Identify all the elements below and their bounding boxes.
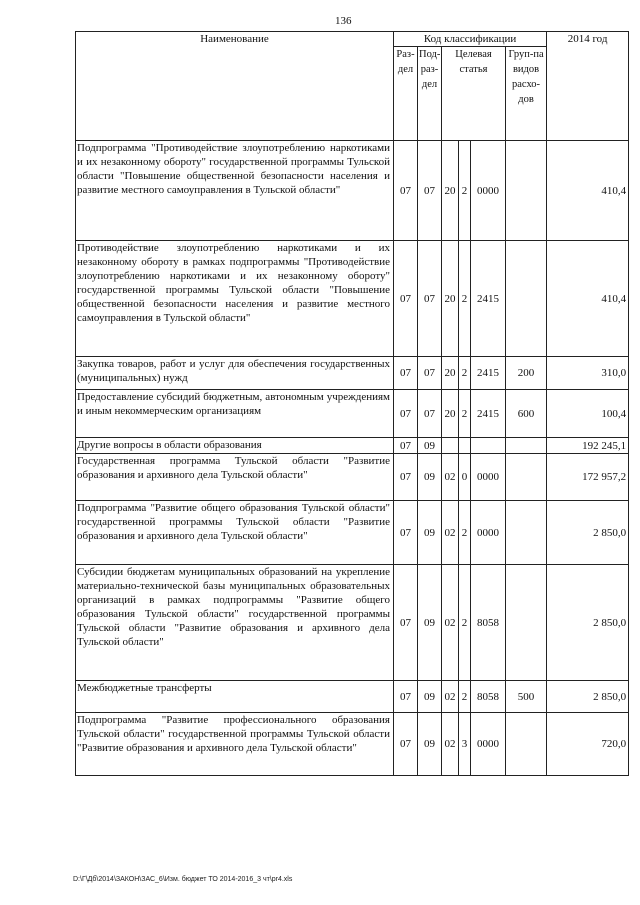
row-target-subprogram: 3 <box>459 713 471 776</box>
table-row <box>76 681 629 713</box>
table-row <box>76 501 629 565</box>
row-subsection: 09 <box>418 565 442 681</box>
row-subsection: 07 <box>418 141 442 241</box>
row-section: 07 <box>394 681 418 713</box>
row-target-program: 02 <box>442 454 459 501</box>
row-target-direction: 2415 <box>471 390 506 438</box>
row-target-program: 02 <box>442 713 459 776</box>
row-subsection: 07 <box>418 241 442 357</box>
row-section: 07 <box>394 241 418 357</box>
row-amount: 2 850,0 <box>547 681 629 713</box>
row-expense-group: 500 <box>506 681 547 713</box>
row-name: Предоставление субсидий бюджетным, автономным учреждениям и иным некоммерческим организациям <box>76 390 394 438</box>
row-target-program: 20 <box>442 141 459 241</box>
row-section: 07 <box>394 454 418 501</box>
row-amount: 172 957,2 <box>547 454 629 501</box>
budget-table <box>75 31 629 776</box>
row-target-direction <box>471 438 506 454</box>
row-subsection: 09 <box>418 454 442 501</box>
table-body <box>76 141 629 776</box>
row-target-subprogram: 2 <box>459 390 471 438</box>
row-target-direction: 8058 <box>471 681 506 713</box>
row-subsection: 07 <box>418 390 442 438</box>
row-amount: 410,4 <box>547 141 629 241</box>
page-number: 136 <box>335 15 352 27</box>
row-amount: 310,0 <box>547 357 629 390</box>
row-amount: 720,0 <box>547 713 629 776</box>
row-section: 07 <box>394 141 418 241</box>
row-target-subprogram: 2 <box>459 501 471 565</box>
row-expense-group <box>506 454 547 501</box>
row-section: 07 <box>394 390 418 438</box>
row-amount: 410,4 <box>547 241 629 357</box>
row-name: Государственная программа Тульской области "Развитие образования и архивного дела Тульской области" <box>76 454 394 501</box>
row-section: 07 <box>394 501 418 565</box>
row-name: Субсидии бюджетам муниципальных образований на укрепление материально-технической базы муниципальных образовательных организаций в рамках подпрограммы "Развитие общего образования Тульской области" государственной программы Тульской области "Развитие образования и архивного дела Тульской области" <box>76 565 394 681</box>
row-subsection: 09 <box>418 438 442 454</box>
row-name: Другие вопросы в области образования <box>76 438 394 454</box>
table-row <box>76 390 629 438</box>
row-section: 07 <box>394 357 418 390</box>
row-target-program: 20 <box>442 241 459 357</box>
row-target-program: 02 <box>442 681 459 713</box>
header-name: Наименование <box>76 32 394 141</box>
row-name: Закупка товаров, работ и услуг для обеспечения государственных (муниципальных) нужд <box>76 357 394 390</box>
row-target-subprogram: 2 <box>459 565 471 681</box>
file-path-footer: D:\Г\Дб\2014\ЗАКОН\ЗАС_6\Изм. бюджет ТО 2014-2016_3 чт\pr4.xls <box>73 876 293 883</box>
table-row <box>76 357 629 390</box>
row-target-direction: 0000 <box>471 141 506 241</box>
row-name: Подпрограмма "Развитие общего образования Тульской области" государственной программы Тульской области "Развитие образования и архивного дела Тульской области" <box>76 501 394 565</box>
row-amount: 100,4 <box>547 390 629 438</box>
table-row <box>76 565 629 681</box>
row-target-direction: 2415 <box>471 241 506 357</box>
row-amount: 192 245,1 <box>547 438 629 454</box>
header-target-item: Целевая статья <box>442 47 506 141</box>
table-row <box>76 241 629 357</box>
header-classification-code: Код классификации <box>394 32 547 47</box>
row-expense-group: 600 <box>506 390 547 438</box>
table-row <box>76 713 629 776</box>
table-row <box>76 454 629 501</box>
row-name: Подпрограмма "Развитие профессионального образования Тульской области" государственной программы Тульской области "Развитие образования и архивного дела Тульской области" <box>76 713 394 776</box>
row-subsection: 07 <box>418 357 442 390</box>
row-expense-group <box>506 141 547 241</box>
row-name: Межбюджетные трансферты <box>76 681 394 713</box>
row-target-subprogram: 2 <box>459 357 471 390</box>
header-section: Раз-дел <box>394 47 418 141</box>
row-target-program <box>442 438 459 454</box>
table-row <box>76 438 629 454</box>
row-section: 07 <box>394 713 418 776</box>
header-expense-group: Груп-па видов расхо-дов <box>506 47 547 141</box>
row-target-direction: 2415 <box>471 357 506 390</box>
row-target-subprogram: 2 <box>459 141 471 241</box>
row-expense-group <box>506 713 547 776</box>
row-name: Противодействие злоупотреблению наркотиками и их незаконному обороту в рамках подпрограммы "Противодействие злоупотреблению наркотиками и их незаконному обороту" государственной программы Тульской области "Повышение общественной безопасности населения и развитие местного самоуправления в Тульской области" <box>76 241 394 357</box>
row-expense-group <box>506 565 547 681</box>
row-target-subprogram: 2 <box>459 681 471 713</box>
row-section: 07 <box>394 438 418 454</box>
row-target-direction: 0000 <box>471 454 506 501</box>
row-amount: 2 850,0 <box>547 565 629 681</box>
row-target-subprogram: 0 <box>459 454 471 501</box>
row-target-program: 02 <box>442 501 459 565</box>
row-amount: 2 850,0 <box>547 501 629 565</box>
row-expense-group <box>506 438 547 454</box>
row-target-subprogram <box>459 438 471 454</box>
row-name: Подпрограмма "Противодействие злоупотреблению наркотиками и их незаконному обороту" государственной программы Тульской области "Повышение общественной безопасности населения и развитие местного самоуправления в Тульской области" <box>76 141 394 241</box>
row-target-program: 02 <box>442 565 459 681</box>
row-target-direction: 8058 <box>471 565 506 681</box>
row-subsection: 09 <box>418 681 442 713</box>
header-year: 2014 год <box>547 32 629 141</box>
row-subsection: 09 <box>418 501 442 565</box>
table-row <box>76 141 629 241</box>
row-target-subprogram: 2 <box>459 241 471 357</box>
row-target-program: 20 <box>442 357 459 390</box>
row-target-direction: 0000 <box>471 501 506 565</box>
header-subsection: Под-раз-дел <box>418 47 442 141</box>
row-expense-group <box>506 501 547 565</box>
row-section: 07 <box>394 565 418 681</box>
row-target-program: 20 <box>442 390 459 438</box>
row-expense-group: 200 <box>506 357 547 390</box>
row-subsection: 09 <box>418 713 442 776</box>
row-expense-group <box>506 241 547 357</box>
row-target-direction: 0000 <box>471 713 506 776</box>
